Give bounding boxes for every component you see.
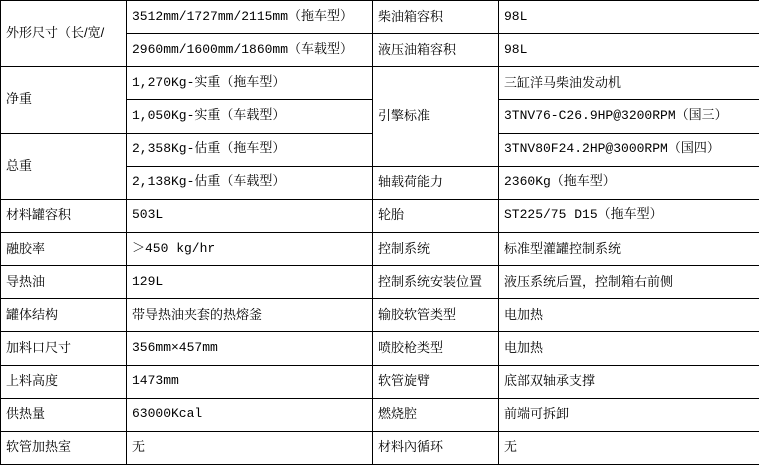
spec-label-right: 柴油箱容积 [373,1,499,34]
table-row [1,431,759,464]
spec-label-left: 软管加热室 [1,431,127,464]
spec-value-right: 无 [499,431,759,464]
spec-value-left: ＞450 kg/hr [127,232,373,265]
spec-value-left: 带导热油夹套的热熔釜 [127,299,373,332]
table-row [1,365,759,398]
spec-label-right: 轮胎 [373,199,499,232]
table-row [1,299,759,332]
spec-value-left: 1473mm [127,365,373,398]
spec-value-left: 503L [127,199,373,232]
spec-label-left: 融胶率 [1,232,127,265]
table-row [1,332,759,365]
spec-label-left: 供热量 [1,398,127,431]
spec-value-left: 1,050Kg-实重（车载型） [127,100,373,133]
spec-value-right: 电加热 [499,299,759,332]
spec-label-right: 燃烧腔 [373,398,499,431]
spec-value-right: 前端可拆卸 [499,398,759,431]
table-row [1,1,759,34]
spec-value-left: 129L [127,266,373,299]
spec-label-left: 导热油 [1,266,127,299]
spec-value-right: 底部双轴承支撑 [499,365,759,398]
spec-label-right: 液压油箱容积 [373,34,499,67]
spec-value-right: 3TNV76-C26.9HP@3200RPM（国三） [499,100,759,133]
spec-value-right: 3TNV80F24.2HP@3000RPM（国四） [499,133,759,166]
spec-value-left: 2,138Kg-估重（车载型） [127,166,373,199]
spec-value-right: 98L [499,1,759,34]
spec-value-left: 63000Kcal [127,398,373,431]
spec-value-right: 98L [499,34,759,67]
spec-value-left: 2960mm/1600mm/1860mm（车载型） [127,34,373,67]
spec-label-right: 控制系统安装位置 [373,266,499,299]
spec-value-right: ST225/75 D15（拖车型） [499,199,759,232]
spec-label-left: 罐体结构 [1,299,127,332]
spec-value-right: 标准型灌罐控制系统 [499,232,759,265]
spec-value-left: 3512mm/1727mm/2115mm（拖车型） [127,1,373,34]
spec-label-right: 材料內循环 [373,431,499,464]
spec-value-left: 无 [127,431,373,464]
spec-label-left: 外形尺寸（长/宽/ [1,1,127,67]
table-row [1,199,759,232]
spec-label-left: 材料罐容积 [1,199,127,232]
spec-label-left: 总重 [1,133,127,199]
spec-value-right: 2360Kg（拖车型） [499,166,759,199]
table-row [1,67,759,100]
spec-label-right: 喷胶枪类型 [373,332,499,365]
spec-value-right: 液压系统后置，控制箱右前侧 [499,266,759,299]
spec-label-right: 控制系统 [373,232,499,265]
spec-label-left: 上料高度 [1,365,127,398]
spec-label-right: 引擎标准 [373,67,499,166]
spec-value-right: 电加热 [499,332,759,365]
table-row [1,266,759,299]
table-row [1,398,759,431]
spec-label-left: 加料口尺寸 [1,332,127,365]
spec-label-right: 输胶软管类型 [373,299,499,332]
spec-value-left: 356mm×457mm [127,332,373,365]
table-row [1,232,759,265]
spec-label-right: 轴载荷能力 [373,166,499,199]
specifications-table-body [1,1,759,465]
spec-value-right: 三缸洋马柴油发动机 [499,67,759,100]
spec-label-right: 软管旋臂 [373,365,499,398]
spec-label-left: 净重 [1,67,127,133]
spec-value-left: 2,358Kg-估重（拖车型） [127,133,373,166]
spec-value-left: 1,270Kg-实重（拖车型） [127,67,373,100]
